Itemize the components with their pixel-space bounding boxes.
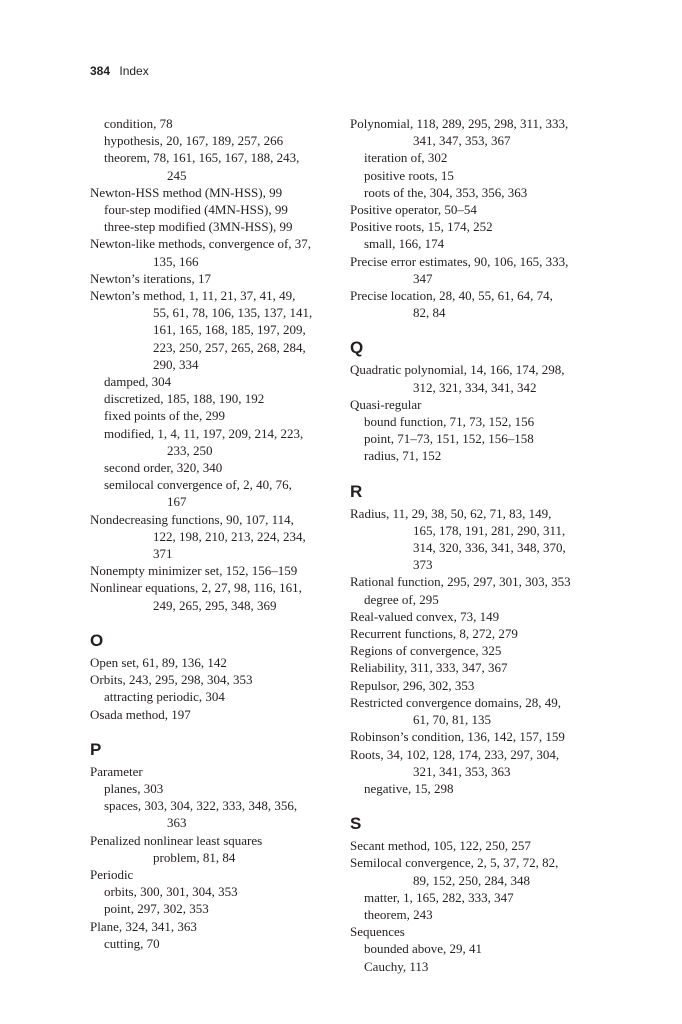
entry-continuation-line: 347 <box>413 270 433 286</box>
entry-line: fixed points of the, 299 <box>104 408 225 424</box>
index-subentry <box>90 149 338 183</box>
index-subentry <box>350 889 600 906</box>
index-subentry <box>350 780 600 797</box>
entry-continuation-line: 249, 265, 295, 348, 369 <box>153 597 277 613</box>
entry-line: second order, 320, 340 <box>104 460 223 476</box>
entry-line: four-step modified (4MN-HSS), 99 <box>104 202 288 218</box>
index-subentry <box>350 149 600 166</box>
entry-line: Positive roots, 15, 174, 252 <box>350 219 493 235</box>
entry-line: Semilocal convergence, 2, 5, 37, 72, 82, <box>350 855 559 871</box>
index-subentry <box>350 447 600 464</box>
entry-line: Radius, 11, 29, 38, 50, 62, 71, 83, 149, <box>350 505 552 521</box>
index-subentry <box>90 935 338 952</box>
entry-line: Roots, 34, 102, 128, 174, 233, 297, 304, <box>350 746 560 762</box>
entry-continuation-line: 89, 152, 250, 284, 348 <box>413 872 530 888</box>
index-subentry <box>350 184 600 201</box>
running-header <box>90 64 149 78</box>
entry-line: Precise location, 28, 40, 55, 61, 64, 74, <box>350 288 553 304</box>
index-entry <box>350 361 600 395</box>
entry-line: point, 71–73, 151, 152, 156–158 <box>364 431 534 447</box>
entry-continuation-line: 161, 165, 168, 185, 197, 209, <box>153 322 306 338</box>
index-entry <box>350 746 600 780</box>
index-entry <box>350 287 600 321</box>
entry-line: three-step modified (3MN-HSS), 99 <box>104 219 293 235</box>
index-entry <box>90 654 338 671</box>
index-subentry <box>350 235 600 252</box>
index-entry <box>350 694 600 728</box>
entry-line: bounded above, 29, 41 <box>364 941 483 957</box>
index-entry <box>90 866 338 883</box>
entry-line: Reliability, 311, 333, 347, 367 <box>350 660 508 676</box>
entry-line: semilocal convergence of, 2, 40, 76, <box>104 477 292 493</box>
entry-line: Plane, 324, 341, 363 <box>90 918 197 934</box>
index-subentry <box>350 591 600 608</box>
entry-continuation-line: 82, 84 <box>413 305 446 321</box>
index-entry <box>350 253 600 287</box>
entry-line: small, 166, 174 <box>364 236 445 252</box>
index-subentry <box>90 797 338 831</box>
entry-line: Precise error estimates, 90, 106, 165, 333, <box>350 253 569 269</box>
index-entry <box>90 579 338 613</box>
index-subentry <box>90 218 338 235</box>
entry-line: Recurrent functions, 8, 272, 279 <box>350 626 518 642</box>
entry-line: Parameter <box>90 763 143 779</box>
index-subentry <box>90 390 338 407</box>
index-entry <box>350 854 600 888</box>
index-column-right <box>350 115 600 975</box>
entry-line: theorem, 243 <box>364 906 433 922</box>
index-subentry <box>90 476 338 510</box>
index-entry <box>350 642 600 659</box>
entry-line: Polynomial, 118, 289, 295, 298, 311, 333, <box>350 116 569 131</box>
entry-continuation-line: 135, 166 <box>153 253 199 269</box>
entry-continuation-line: 245 <box>167 167 187 183</box>
index-entry <box>350 573 600 590</box>
entry-line: Restricted convergence domains, 28, 49, <box>350 694 561 710</box>
entry-line: theorem, 78, 161, 165, 167, 188, 243, <box>104 150 300 166</box>
index-entry <box>90 562 338 579</box>
entry-line: attracting periodic, 304 <box>104 689 225 705</box>
index-entry <box>90 671 338 688</box>
index-subentry <box>90 780 338 797</box>
entry-line: iteration of, 302 <box>364 150 448 166</box>
index-entry <box>350 608 600 625</box>
index-entry <box>350 218 600 235</box>
index-entry <box>90 235 338 269</box>
header-title: Index <box>119 64 149 78</box>
entry-line: Newton’s iterations, 17 <box>90 270 211 286</box>
entry-line: Rational function, 295, 297, 301, 303, 353 <box>350 574 571 590</box>
index-subentry <box>90 373 338 390</box>
entry-continuation-line: 321, 341, 353, 363 <box>413 763 511 779</box>
index-column-left <box>90 115 338 952</box>
entry-line: Osada method, 197 <box>90 706 191 722</box>
section-letter: Q <box>350 338 364 358</box>
index-entry <box>350 115 600 149</box>
index-entry <box>350 625 600 642</box>
entry-line: Positive operator, 50–54 <box>350 202 477 218</box>
entry-line: bound function, 71, 73, 152, 156 <box>364 414 535 430</box>
entry-continuation-line: 312, 321, 334, 341, 342 <box>413 379 537 395</box>
index-subentry <box>350 940 600 957</box>
entry-continuation-line: 61, 70, 81, 135 <box>413 712 491 728</box>
entry-line: spaces, 303, 304, 322, 333, 348, 356, <box>104 798 298 814</box>
entry-continuation-line: problem, 81, 84 <box>153 849 236 865</box>
entry-continuation-line: 167 <box>167 494 187 510</box>
index-subentry <box>90 883 338 900</box>
entry-line: modified, 1, 4, 11, 197, 209, 214, 223, <box>104 425 304 441</box>
entry-line: Quadratic polynomial, 14, 166, 174, 298, <box>350 362 565 378</box>
index-subentry <box>90 688 338 705</box>
entry-continuation-line: 314, 320, 336, 341, 348, 370, <box>413 540 566 556</box>
entry-continuation-line: 165, 178, 191, 281, 290, 311, <box>413 522 566 538</box>
entry-continuation-line: 363 <box>167 815 187 831</box>
entry-line: Real-valued convex, 73, 149 <box>350 608 500 624</box>
index-subentry <box>90 201 338 218</box>
index-entry <box>90 706 338 723</box>
entry-line: Nonlinear equations, 2, 27, 98, 116, 161, <box>90 580 302 596</box>
page-number: 384 <box>90 64 111 78</box>
entry-line: Penalized nonlinear least squares <box>90 832 263 848</box>
index-entry <box>350 677 600 694</box>
index-subentry <box>350 906 600 923</box>
entry-continuation-line: 341, 347, 353, 367 <box>413 133 511 149</box>
entry-line: Periodic <box>90 866 134 882</box>
entry-line: matter, 1, 165, 282, 333, 347 <box>364 889 514 905</box>
entry-continuation-line: 122, 198, 210, 213, 224, 234, <box>153 528 306 544</box>
index-subentry <box>350 167 600 184</box>
index-entry <box>350 201 600 218</box>
entry-line: hypothesis, 20, 167, 189, 257, 266 <box>104 133 284 149</box>
entry-line: radius, 71, 152 <box>364 448 442 464</box>
index-entry <box>350 505 600 574</box>
index-subentry <box>90 407 338 424</box>
entry-line: Regions of convergence, 325 <box>350 643 502 659</box>
index-subentry <box>90 115 338 132</box>
entry-line: Open set, 61, 89, 136, 142 <box>90 654 227 670</box>
entry-continuation-line: 373 <box>413 557 433 573</box>
entry-continuation-line: 55, 61, 78, 106, 135, 137, 141, <box>153 305 313 321</box>
entry-line: planes, 303 <box>104 780 164 796</box>
entry-line: Nondecreasing functions, 90, 107, 114, <box>90 511 294 527</box>
entry-line: roots of the, 304, 353, 356, 363 <box>364 184 528 200</box>
entry-line: positive roots, 15 <box>364 167 454 183</box>
index-entry <box>90 763 338 780</box>
index-entry <box>90 184 338 201</box>
index-subentry <box>90 132 338 149</box>
index-entry <box>90 270 338 287</box>
entry-line: Robinson’s condition, 136, 142, 157, 159 <box>350 729 565 745</box>
entry-line: Newton-like methods, convergence of, 37, <box>90 236 312 252</box>
entry-line: Secant method, 105, 122, 250, 257 <box>350 838 531 854</box>
entry-continuation-line: 223, 250, 257, 265, 268, 284, <box>153 339 306 355</box>
section-letter: R <box>350 481 363 501</box>
index-subentry <box>90 459 338 476</box>
entry-line: Newton’s method, 1, 11, 21, 37, 41, 49, <box>90 288 296 304</box>
entry-line: damped, 304 <box>104 374 172 390</box>
entry-line: Cauchy, 113 <box>364 958 429 974</box>
entry-line: discretized, 185, 188, 190, 192 <box>104 391 265 407</box>
entry-continuation-line: 371 <box>153 546 173 562</box>
index-subentry <box>350 430 600 447</box>
entry-line: condition, 78 <box>104 116 173 131</box>
entry-line: Nonempty minimizer set, 152, 156–159 <box>90 563 298 579</box>
index-entry <box>350 396 600 413</box>
entry-line: point, 297, 302, 353 <box>104 901 209 917</box>
entry-line: orbits, 300, 301, 304, 353 <box>104 884 238 900</box>
entry-line: Quasi-regular <box>350 396 422 412</box>
section-letter: O <box>90 630 104 650</box>
index-entry <box>90 287 338 373</box>
index-entry <box>90 918 338 935</box>
index-entry <box>350 837 600 854</box>
index-entry <box>90 511 338 563</box>
section-letter: S <box>350 814 362 834</box>
index-subentry <box>90 900 338 917</box>
index-entry <box>350 659 600 676</box>
entry-line: Newton-HSS method (MN-HSS), 99 <box>90 184 283 200</box>
index-entry <box>350 923 600 940</box>
entry-line: negative, 15, 298 <box>364 780 454 796</box>
entry-continuation-line: 290, 334 <box>153 356 199 372</box>
index-entry <box>90 832 338 866</box>
index-subentry <box>350 958 600 975</box>
entry-continuation-line: 233, 250 <box>167 442 213 458</box>
entry-line: degree of, 295 <box>364 591 439 607</box>
index-subentry <box>90 425 338 459</box>
entry-line: Repulsor, 296, 302, 353 <box>350 677 475 693</box>
section-letter: P <box>90 739 102 759</box>
index-subentry <box>350 413 600 430</box>
entry-line: cutting, 70 <box>104 935 160 951</box>
index-entry <box>350 728 600 745</box>
entry-line: Sequences <box>350 924 405 940</box>
entry-line: Orbits, 243, 295, 298, 304, 353 <box>90 672 253 688</box>
